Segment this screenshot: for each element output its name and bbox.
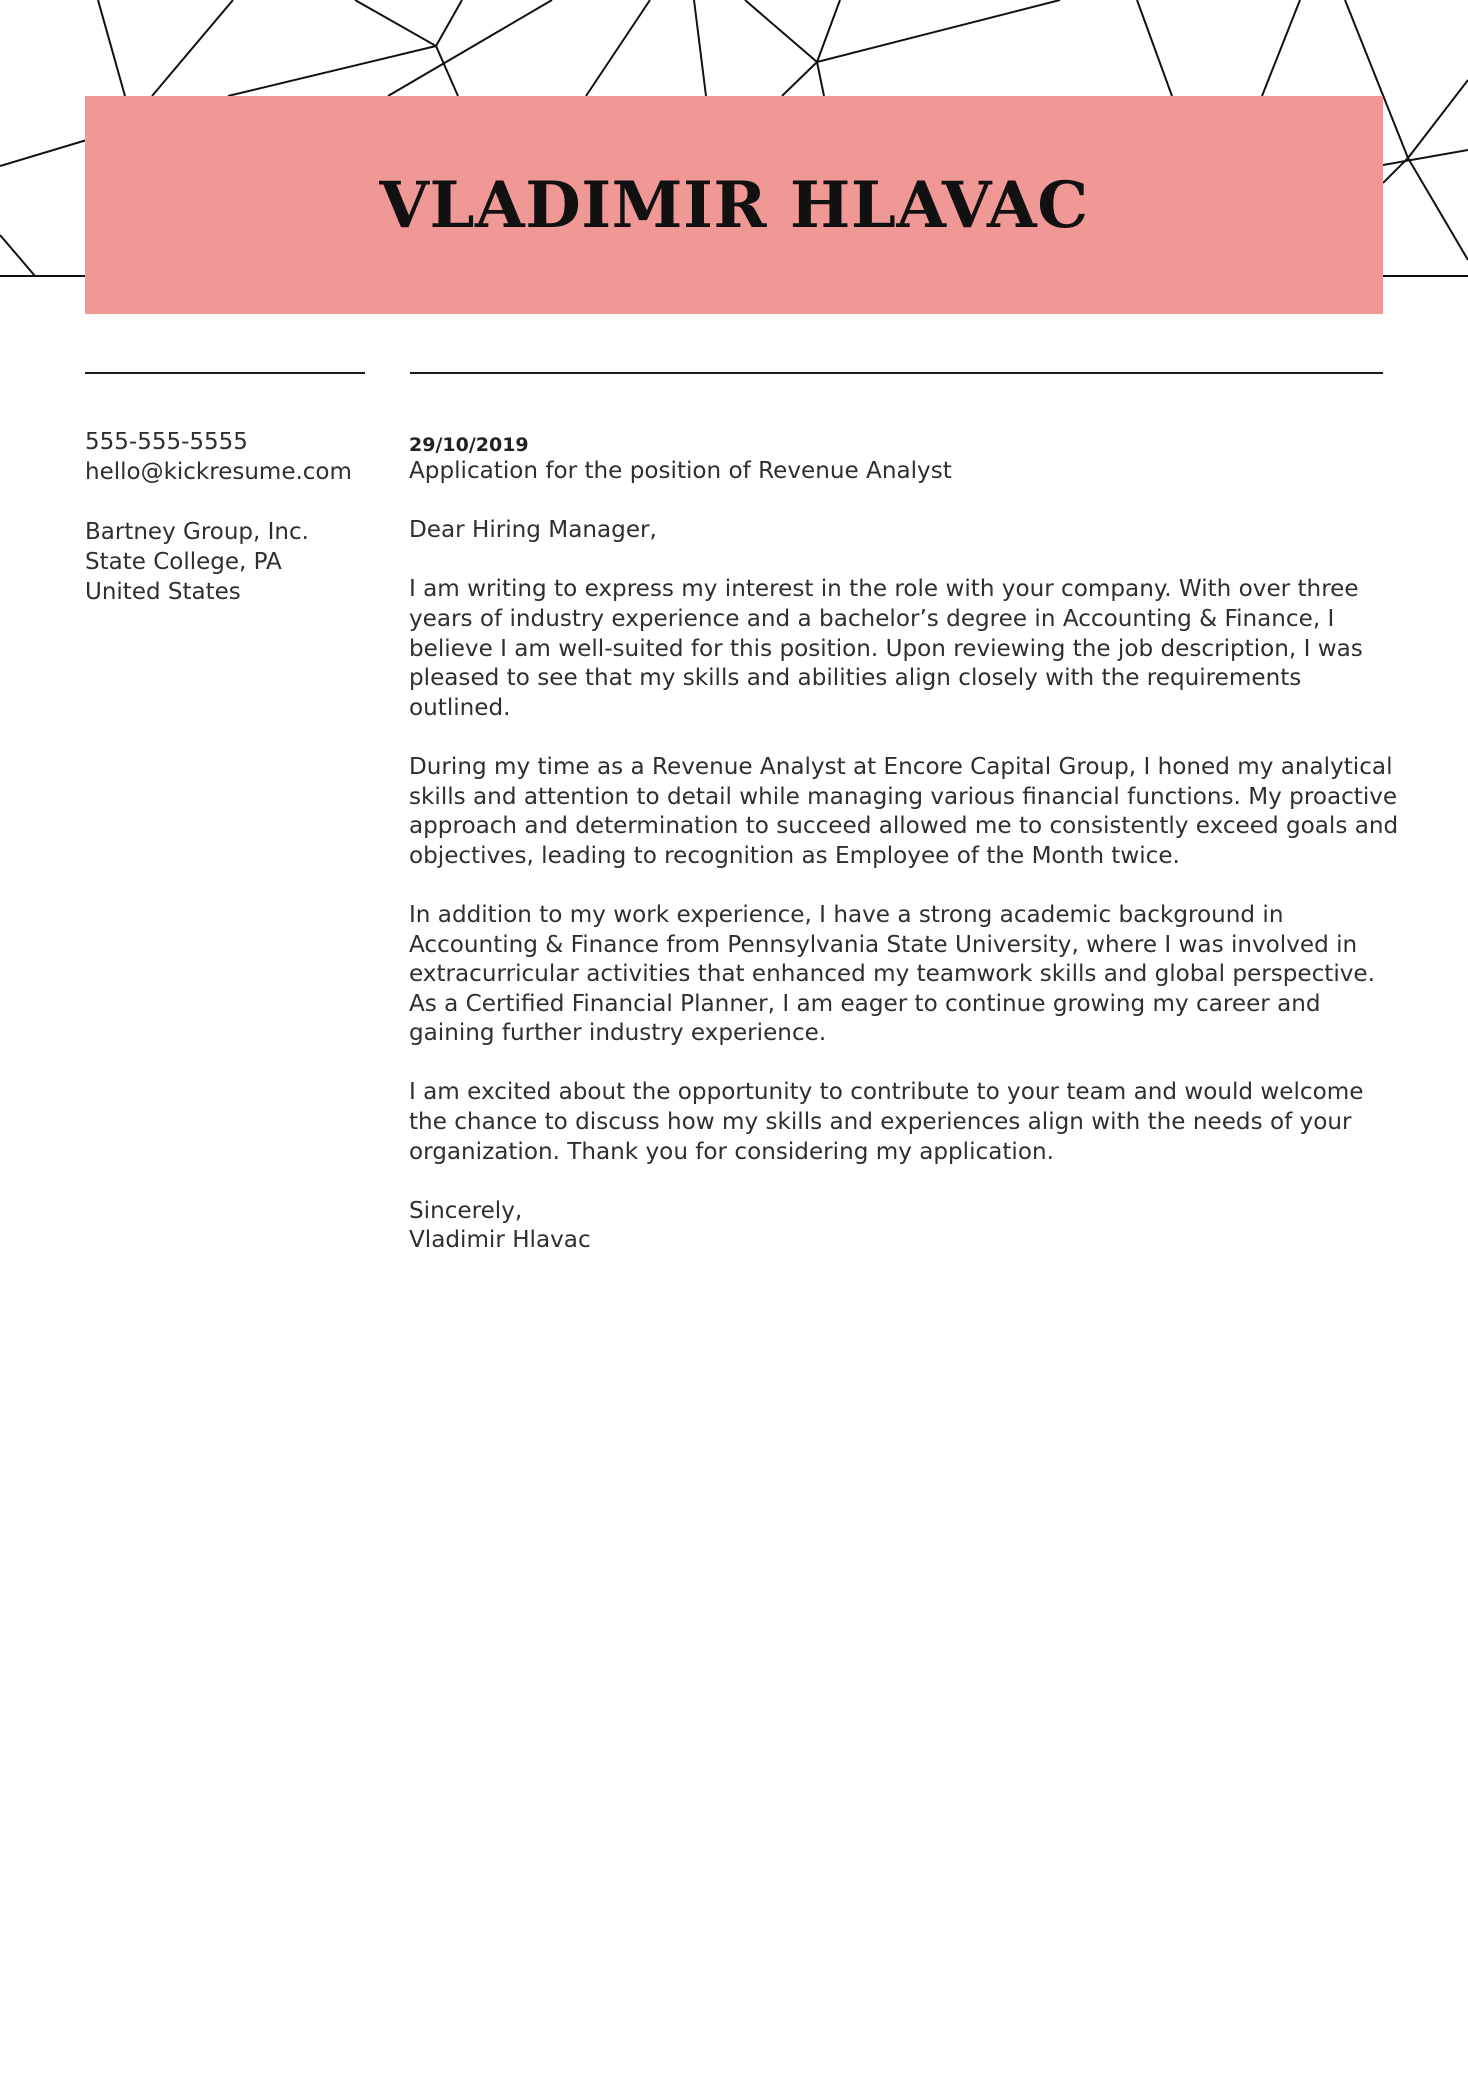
letter-paragraph: I am writing to express my interest in the role with your company. With over three years of industry experience and a bachelor’s degree in Accounting & Finance, I believe I am well-suited for this position. Upon reviewing the job description, I was pleased to see that my skills and abilities align closely with the requirements outlined. <box>409 576 1363 721</box>
applicant-name: VLADIMIR HLAVAC <box>379 167 1089 243</box>
phone-number: 555-555-5555 <box>85 429 248 455</box>
closing-phrase: Sincerely, <box>409 1197 523 1224</box>
letter-body <box>409 433 1399 1256</box>
sidebar <box>85 427 385 607</box>
recipient-country: United States <box>85 579 241 605</box>
letter-date: 29/10/2019 <box>409 434 529 456</box>
recipient-city: State College, PA <box>85 549 282 575</box>
letter-subject: Application for the position of Revenue Analyst <box>409 458 952 484</box>
signature-name: Vladimir Hlavac <box>409 1227 591 1254</box>
letter-closing <box>409 1197 1399 1256</box>
letter-paragraph: In addition to my work experience, I have a strong academic background in Accounting & Finance from Pennsylvania State University, where I was involved in extracurricular activities that enhanced my teamwork skills and global perspective. As a Certified Financial Planner, I am eager to continue growing my career and gaining further industry experience. <box>409 901 1375 1047</box>
recipient-company: Bartney Group, Inc. <box>85 519 309 545</box>
email-address: hello@kickresume.com <box>85 459 352 485</box>
letter-divider <box>410 372 1383 374</box>
contact-info <box>85 427 385 487</box>
letter-paragraph: I am excited about the opportunity to contribute to your team and would welcome the chance to discuss how my skills and experiences align with the needs of your organization. Thank you for considering my application. <box>409 1079 1364 1165</box>
letter-paragraph: During my time as a Revenue Analyst at Encore Capital Group, I honed my analytical skills and attention to detail while managing various financial functions. My proactive approach and determination to succeed allowed me to consistently exceed goals and objectives, leading to recognition as Employee of the Month twice. <box>409 753 1399 869</box>
name-banner <box>85 96 1383 314</box>
sidebar-divider <box>85 372 365 374</box>
salutation: Dear Hiring Manager, <box>409 517 657 544</box>
recipient-address <box>85 517 385 607</box>
